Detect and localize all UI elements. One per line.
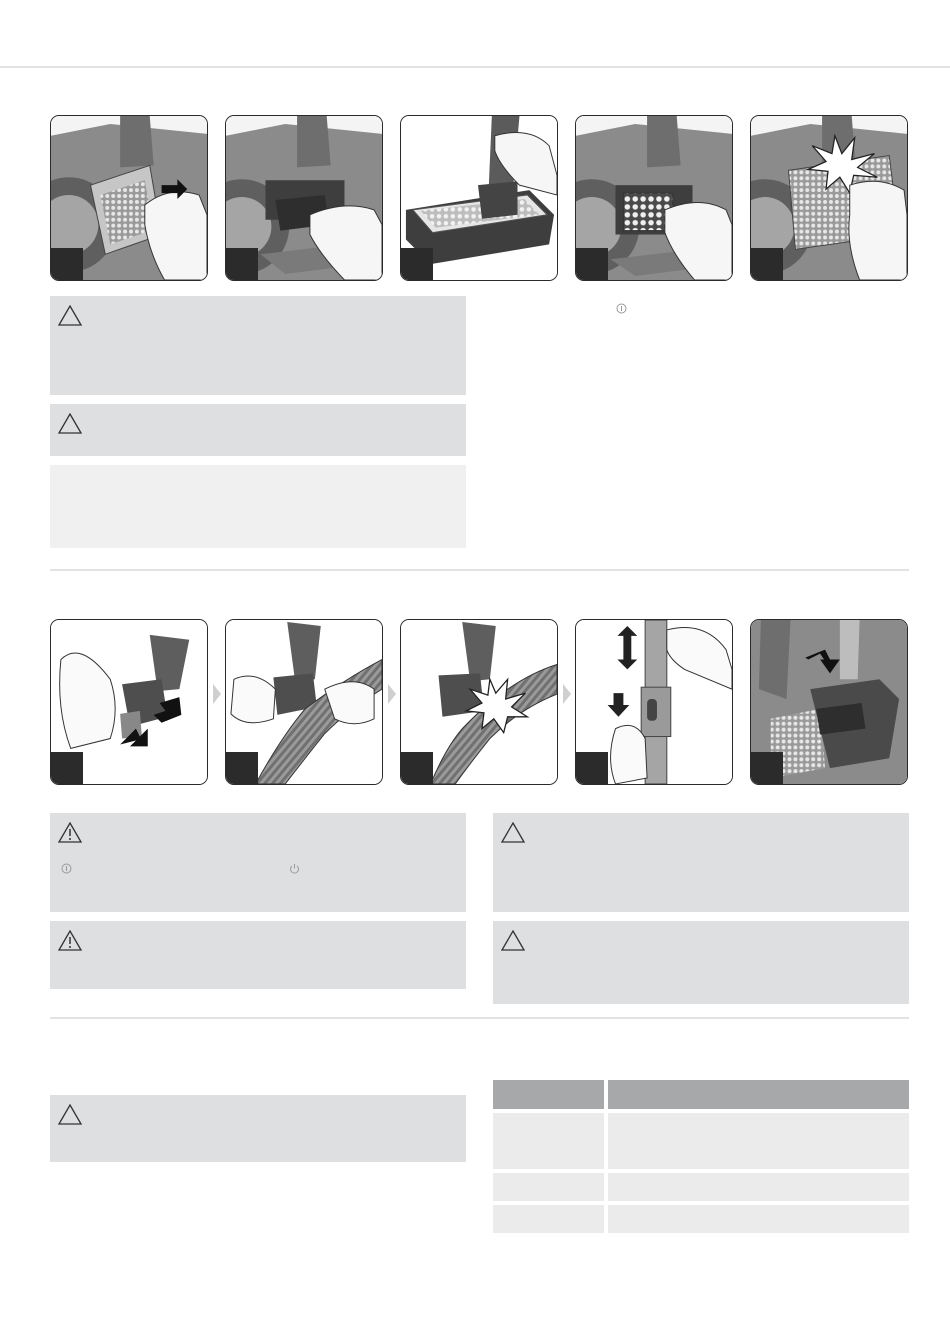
warning-note-box [50, 404, 466, 456]
table-header-cell [608, 1080, 909, 1109]
warning-note-box [50, 921, 466, 989]
accessory-step-3-panel [400, 619, 558, 785]
table-cell [608, 1173, 909, 1201]
warning-note-box [50, 813, 466, 912]
warning-triangle-icon [58, 1104, 82, 1125]
step-number-badge [51, 752, 83, 784]
table-header-cell [493, 1080, 604, 1109]
step-number-badge [401, 248, 433, 280]
step-separator-arrow [388, 684, 396, 704]
filter-step-1-panel [50, 115, 208, 281]
step-separator-arrow [213, 684, 221, 704]
step-number-badge [226, 752, 258, 784]
step-separator-arrow [563, 684, 571, 704]
section-divider [50, 1017, 909, 1019]
info-icon [616, 303, 627, 314]
filter-step-4-panel [575, 115, 733, 281]
step-number-badge [226, 248, 258, 280]
warning-exclamation-icon [58, 930, 82, 951]
section-divider [50, 569, 909, 571]
top-divider [0, 66, 950, 68]
warning-note-box [50, 1095, 466, 1162]
step-number-badge [576, 752, 608, 784]
step-number-badge [751, 752, 783, 784]
accessory-step-4-panel [575, 619, 733, 785]
table-cell [608, 1205, 909, 1233]
note-box [50, 465, 466, 548]
warning-note-box [50, 296, 466, 395]
warning-exclamation-icon [58, 822, 82, 843]
accessory-step-2-panel [225, 619, 383, 785]
table-cell [493, 1173, 604, 1201]
table-cell [493, 1205, 604, 1233]
filter-step-2-panel [225, 115, 383, 281]
warning-triangle-icon [501, 822, 525, 843]
filter-step-5-panel [750, 115, 908, 281]
warning-triangle-icon [58, 305, 82, 326]
info-icon [61, 863, 72, 874]
step-number-badge [751, 248, 783, 280]
step-number-badge [51, 248, 83, 280]
accessory-step-5-panel [750, 619, 908, 785]
table-cell [493, 1113, 604, 1169]
step-number-badge [576, 248, 608, 280]
warning-triangle-icon [501, 930, 525, 951]
filter-step-3-panel [400, 115, 558, 281]
warning-triangle-icon [58, 413, 82, 434]
power-icon [289, 863, 300, 874]
warning-note-box [493, 813, 909, 912]
step-number-badge [401, 752, 433, 784]
accessory-step-1-panel [50, 619, 208, 785]
table-cell [608, 1113, 909, 1169]
warning-note-box [493, 921, 909, 1004]
